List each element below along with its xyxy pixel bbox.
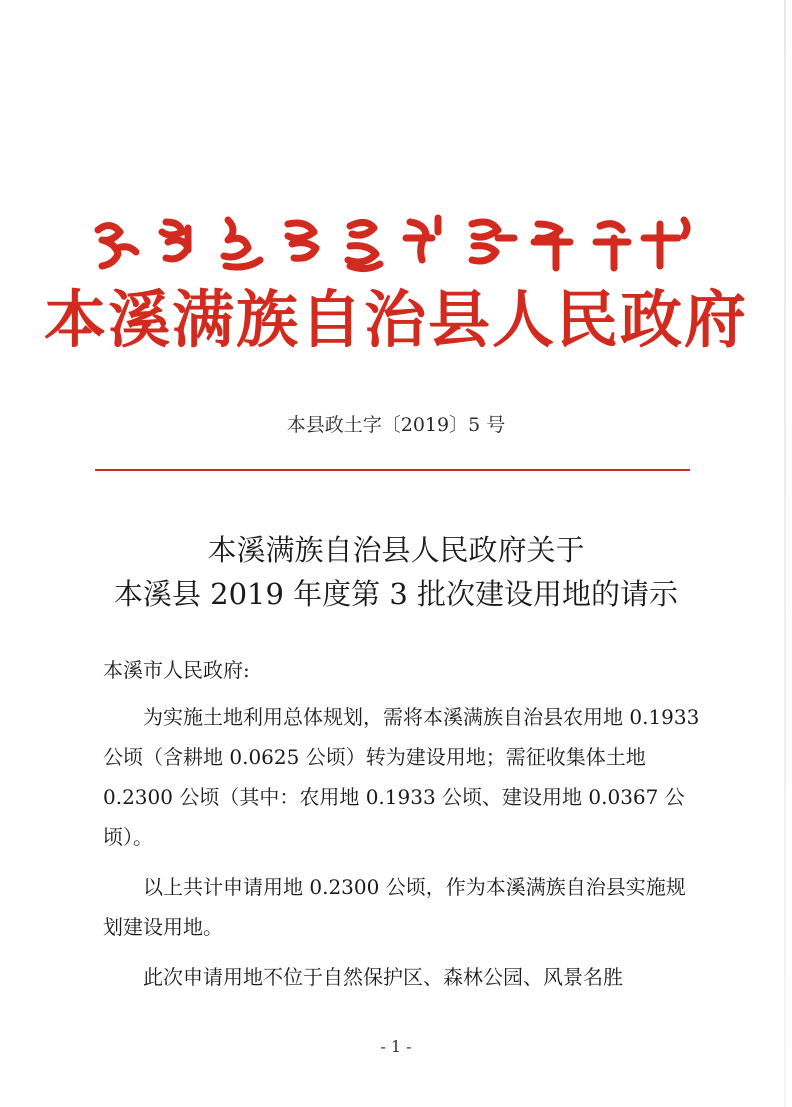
recipient: 本溪市人民政府: <box>103 658 250 682</box>
government-title: 本溪满族自治县人民政府 <box>43 283 748 356</box>
document-title-line-2: 本溪县 2019 年度第 3 批次建设用地的请示 <box>113 577 679 611</box>
body-paragraph-3: 此次申请用地不位于自然保护区、森林公园、风景名胜 <box>143 965 623 989</box>
document-number: 本县政土字〔2019〕5 号 <box>286 414 506 436</box>
manchu-script-logo <box>88 208 708 278</box>
page-number: - 1 - <box>380 1037 412 1056</box>
manchu-script-icon <box>88 208 708 278</box>
document-body <box>103 697 703 1007</box>
document-title-line-1: 本溪满族自治县人民政府关于 <box>207 533 585 567</box>
document-title <box>0 528 792 616</box>
body-paragraph-2: 以上共计申请用地 0.2300 公顷，作为本溪满族自治县实施规划建设用地。 <box>103 875 686 939</box>
body-paragraph-1: 为实施土地利用总体规划，需将本溪满族自治县农用地 0.1933 公顷（含耕地 0.0625 公顷）转为建设用地；需征收集体土地 0.2300 公顷（其中：农用地 0.1933 公顷、建设用地 0.0367 公顷）。 <box>103 705 700 849</box>
scan-edge <box>784 0 786 1107</box>
red-divider <box>95 469 690 471</box>
